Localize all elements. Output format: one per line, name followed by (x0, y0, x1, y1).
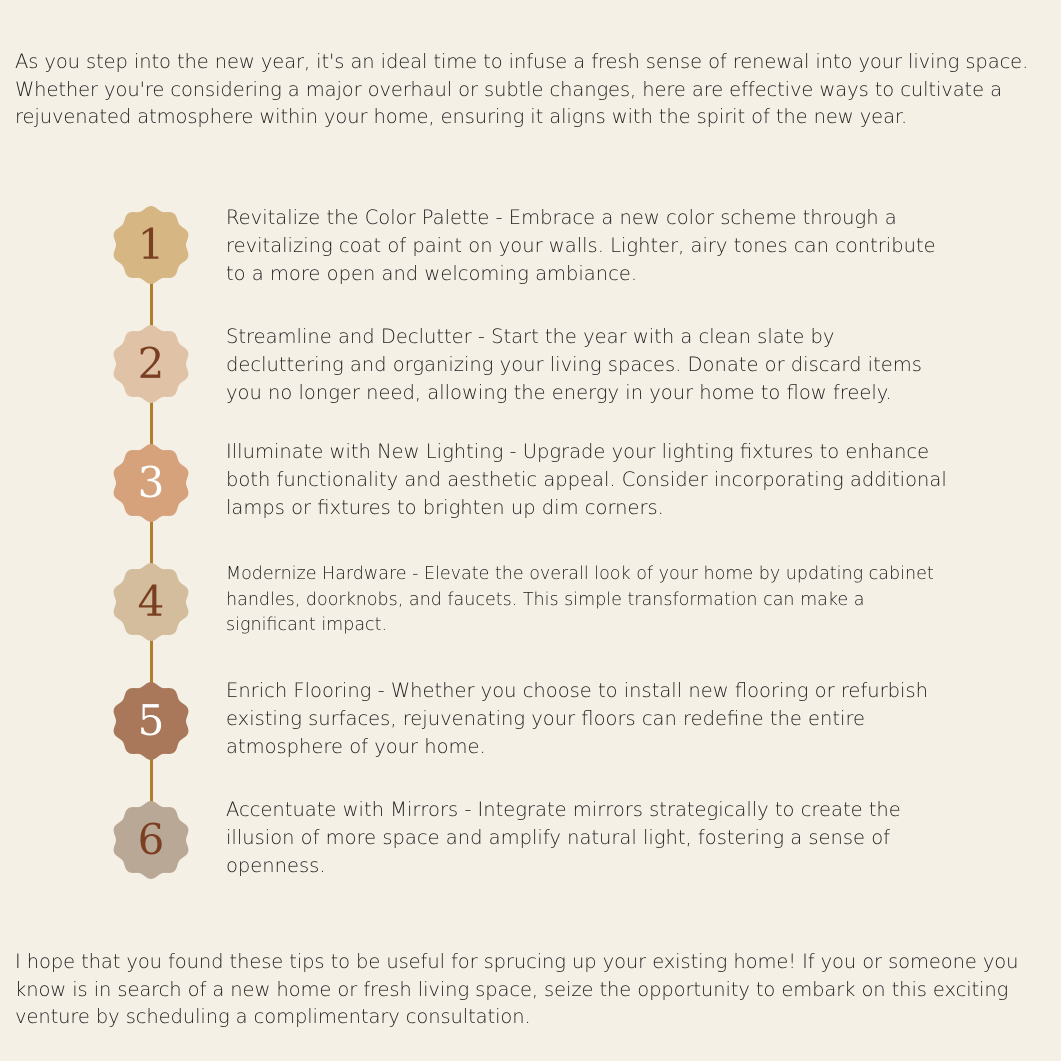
step-6-number: 6 (137, 815, 165, 864)
step-6-badge (111, 800, 191, 880)
step-2-text: Streamline and Declutter - Start the year with a clean slate by decluttering and organizing your living spaces. Donate or discard items you no longer need, allowing the energy in your home to flow freely. (226, 325, 922, 404)
step-1-badge (111, 205, 191, 285)
step-5-text: Enrich Flooring - Whether you choose to install new flooring or refurbish existing surfaces, rejuvenating your floors can redefine the entire atmosphere of your home. (226, 679, 928, 758)
step-5-badge (111, 681, 191, 761)
step-4-text: Modernize Hardware - Elevate the overall look of your home by updating cabinet handles, doorknobs, and faucets. This simple transformation can make a significant impact. (226, 564, 934, 635)
step-2-badge (111, 324, 191, 404)
step-4-number: 4 (137, 577, 165, 626)
outro-paragraph: I hope that you found these tips to be useful for sprucing up your existing home! If you or someone you know is in search of a new home or fresh living space, seize the opportunity to embark on this exciting venture by scheduling a complimentary consultation. (15, 950, 1019, 1028)
step-3-text: Illuminate with New Lighting - Upgrade your lighting fixtures to enhance both functionality and aesthetic appeal. Consider incorporating additional lamps or fixtures to brighten up dim corners. (226, 440, 947, 519)
step-2-number: 2 (137, 339, 165, 388)
step-5-number: 5 (137, 696, 165, 745)
step-6-text: Accentuate with Mirrors - Integrate mirrors strategically to create the illusion of more space and amplify natural light, fostering a sense of openness. (226, 798, 901, 877)
intro-paragraph: As you step into the new year, it's an ideal time to infuse a fresh sense of renewal into your living space. Whether you're considering a major overhaul or subtle changes, here are effective ways to cultivate a rejuvenated atmosphere within your home, ensuring it aligns with the spirit of the new year. (15, 50, 1029, 128)
step-3-number: 3 (137, 458, 165, 507)
step-1-number: 1 (137, 220, 165, 269)
step-3-badge (111, 443, 191, 523)
step-1-text: Revitalize the Color Palette - Embrace a new color scheme through a revitalizing coat of paint on your walls. Lighter, airy tones can contribute to a more open and welcoming ambiance. (226, 206, 936, 285)
step-4-badge (111, 562, 191, 642)
